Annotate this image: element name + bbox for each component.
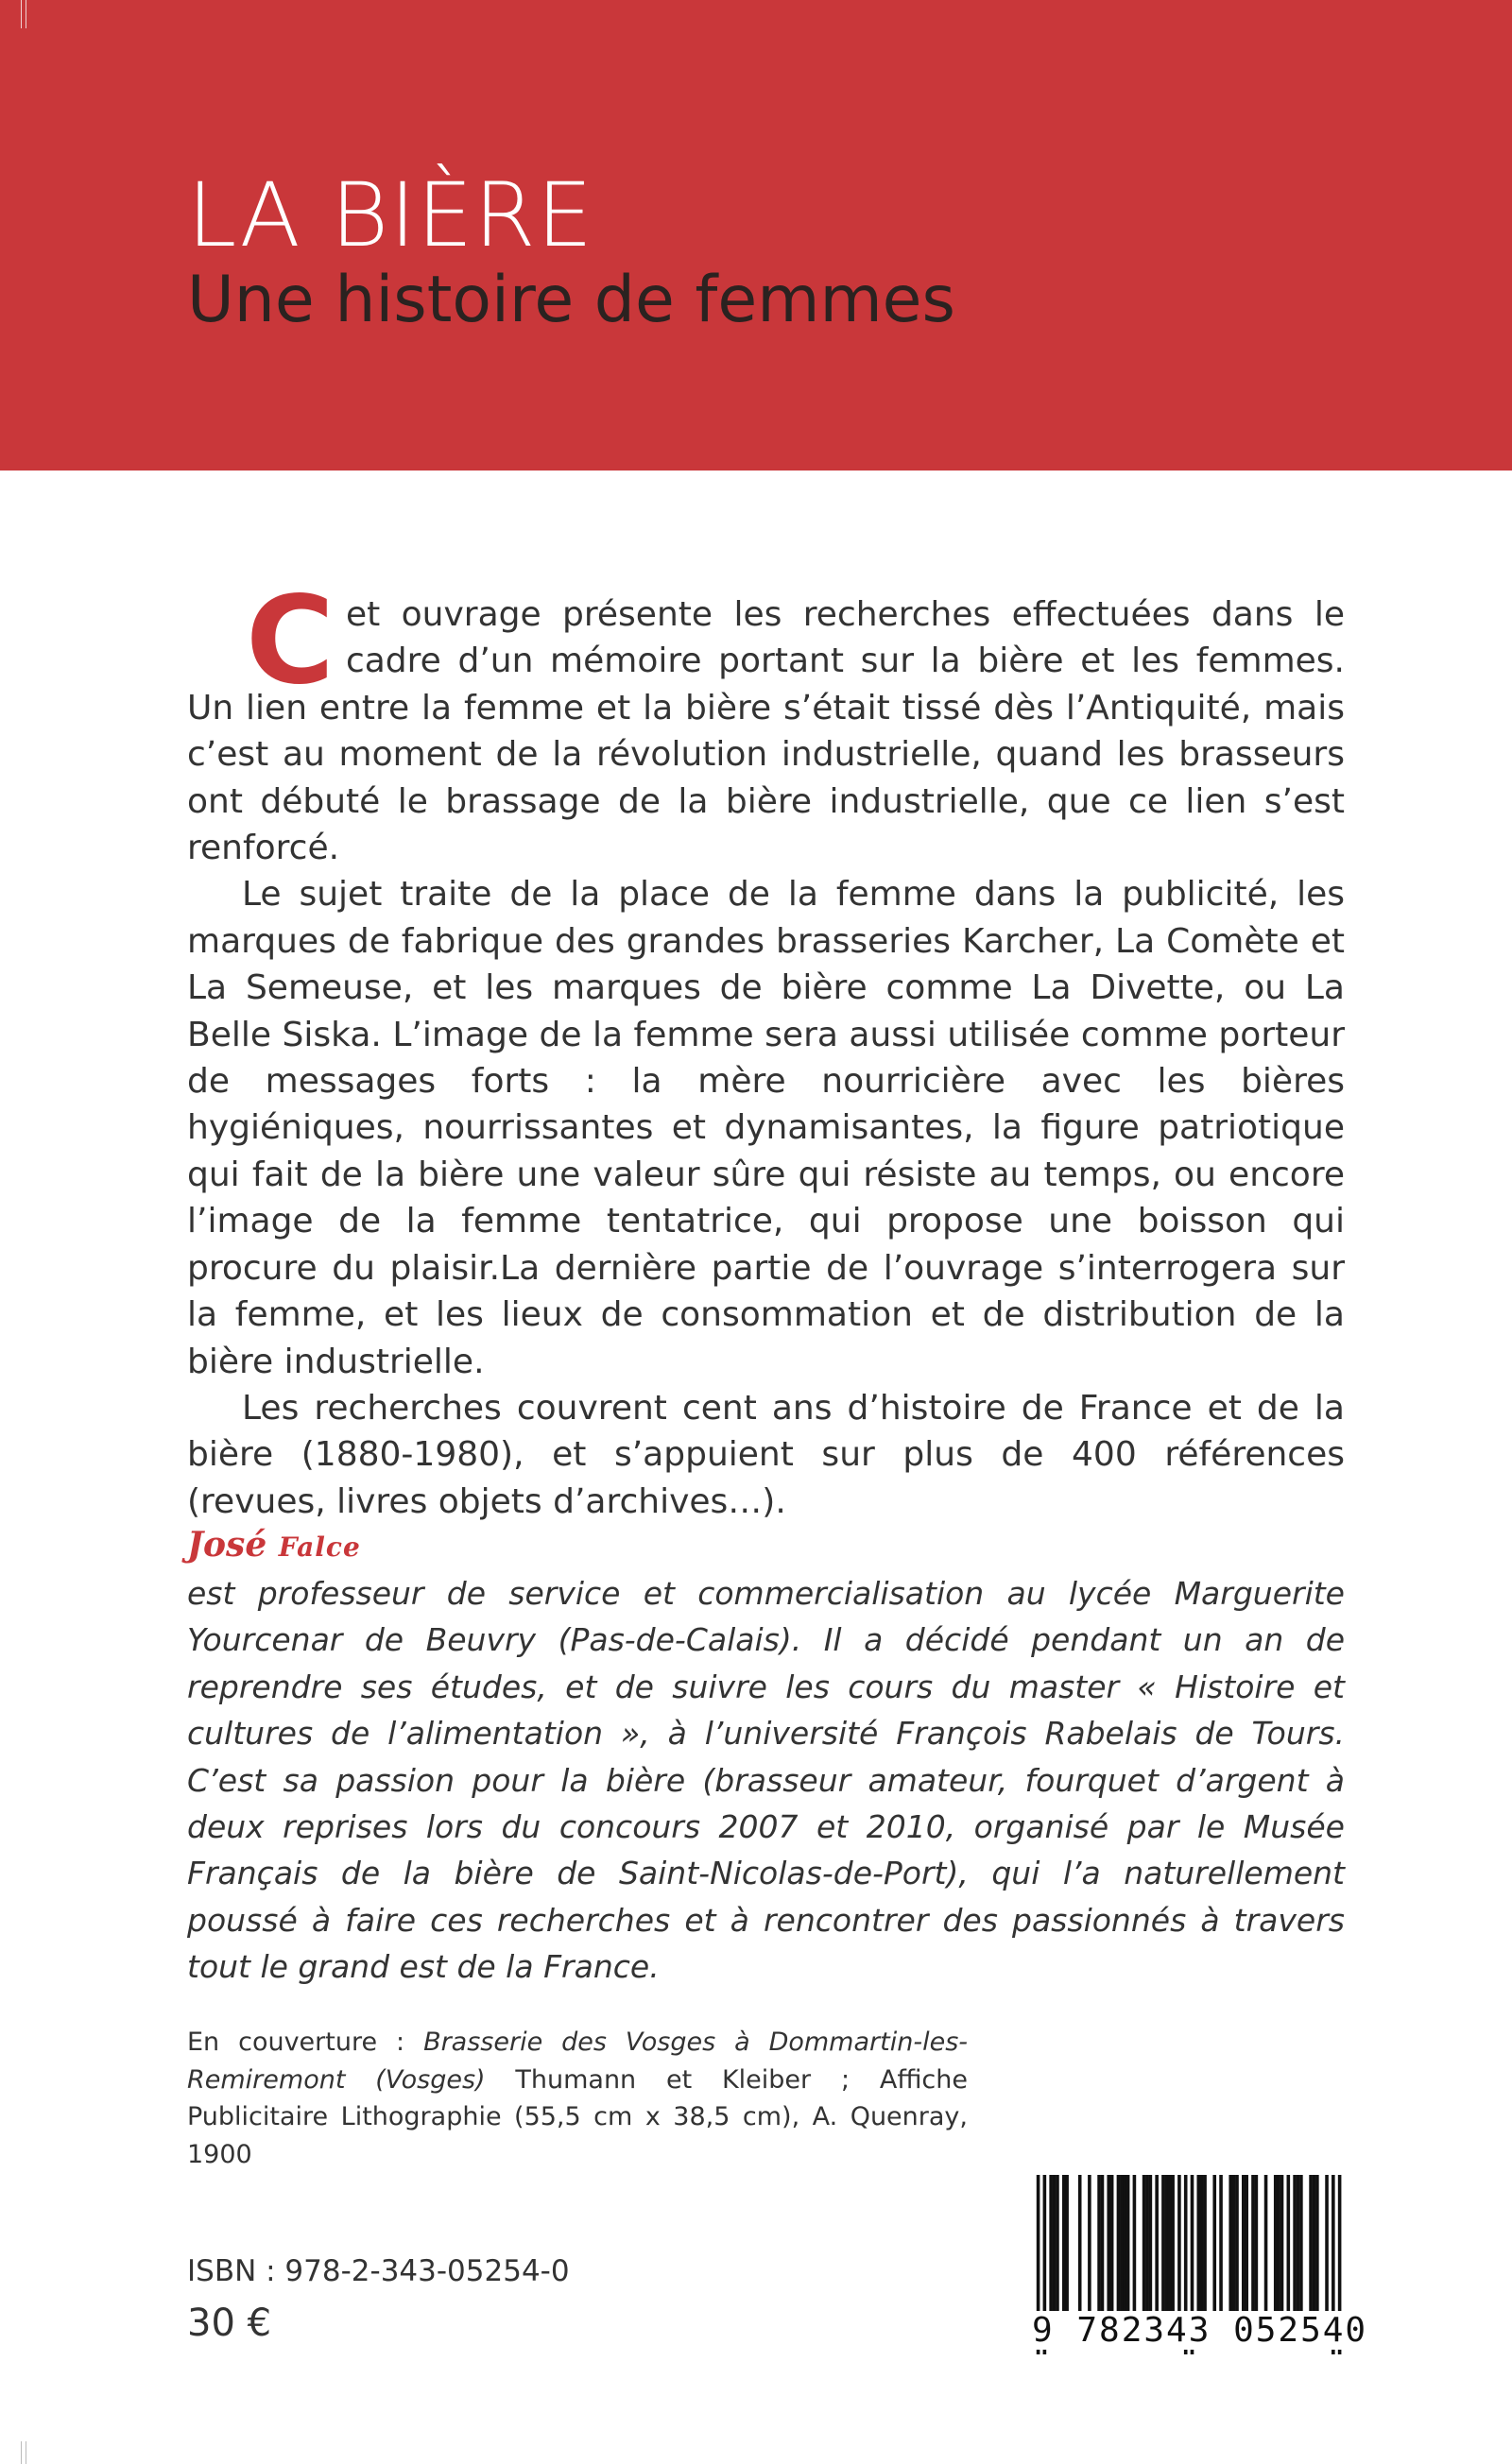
- cover-credit: [187, 2024, 968, 2173]
- author-last-name: Falce: [278, 1531, 361, 1563]
- barcode-bar: [1107, 2175, 1110, 2326]
- summary-paragraph-3: Les recherches couvrent cent ans d’histoire de France et de la bière (1880-1980), et s’appuient sur plus de 400 références (revues, livres objets d’archives…).: [187, 1388, 1345, 1521]
- author-first-name: José: [187, 1525, 267, 1565]
- barcode-bar: [1242, 2175, 1246, 2326]
- barcode-bar: [1228, 2175, 1232, 2326]
- barcode-bar: [1219, 2175, 1223, 2326]
- barcode-bar: [1280, 2175, 1284, 2326]
- barcode-bar: [1078, 2175, 1082, 2326]
- author-bio: est professeur de service et commercialisation au lycée Marguerite Yourcenar de Beuvry (Pas-de-Calais). Il a décidé pendant un an de reprendre ses études, et de suivre les cours du master « Histoire et cultures de l’alimentation », à l’université François Rabelais de Tours. C’est sa passion pour la bière (brasseur amateur, fourquet d’argent à deux reprises lors du concours 2007 et 2010, organisé par le Musée Français de la bière de Saint-Nicolas-de-Port), qui l’a naturellement poussé à faire ces recherches et à rencontrer des passionnés à travers tout le grand est de la France.: [187, 1575, 1345, 1986]
- barcode-bar: [1297, 2175, 1300, 2326]
- barcode-bar: [1161, 2175, 1165, 2326]
- barcode-bar: [1155, 2175, 1159, 2326]
- barcode-bar: [1200, 2175, 1204, 2326]
- credit-prefix: En couverture :: [187, 2028, 424, 2057]
- price: 30 €: [187, 2301, 272, 2345]
- barcode-bar: [1235, 2175, 1239, 2326]
- barcode-bar: [1143, 2175, 1146, 2326]
- barcode-bar: [1293, 2175, 1297, 2326]
- barcode-bar: [1313, 2175, 1316, 2326]
- barcode-bar: [1145, 2175, 1149, 2326]
- barcode-bar: [1065, 2175, 1069, 2326]
- barcode-bar: [1120, 2175, 1124, 2326]
- barcode-bar: [1315, 2175, 1319, 2326]
- barcode-bar: [1274, 2175, 1278, 2326]
- barcode-bar: [1101, 2175, 1105, 2326]
- barcode-bar: [1149, 2175, 1153, 2326]
- isbn: ISBN : 978-2-343-05254-0: [187, 2254, 570, 2288]
- barcode-bar: [1309, 2175, 1313, 2326]
- barcode-bar: [1168, 2175, 1172, 2326]
- book-title: LA BIÈRE: [187, 164, 594, 267]
- barcode-number: 9 782343 052540: [1032, 2311, 1368, 2350]
- drop-cap: C: [246, 571, 335, 711]
- summary-text: [187, 571, 1345, 1525]
- barcode-bar: [1062, 2175, 1066, 2326]
- barcode-bar: [1196, 2175, 1200, 2326]
- barcode-bar: [1264, 2175, 1268, 2326]
- book-subtitle: Une histoire de femmes: [187, 263, 955, 337]
- barcode-bar: [1232, 2175, 1236, 2326]
- barcode-bar: [1088, 2175, 1091, 2326]
- barcode-bar: [1299, 2175, 1303, 2326]
- summary-paragraph-1: [187, 571, 1345, 871]
- barcode-bar: [1325, 2175, 1329, 2326]
- barcode-bar: [1255, 2175, 1259, 2326]
- barcode-bar: [1212, 2175, 1216, 2326]
- crop-mark-top: [21, 0, 26, 28]
- barcode-bar: [1056, 2175, 1059, 2326]
- crop-mark-bottom: [21, 2441, 26, 2464]
- author-name: [187, 1525, 361, 1565]
- barcode-bar: [1165, 2175, 1169, 2326]
- barcode-bar: [1049, 2175, 1053, 2326]
- barcode-bar: [1110, 2175, 1114, 2326]
- credit-rest: Thumann et Kleiber ; Affiche Publicitaire Lithographie (55,5 cm x 38,5 cm), A. Quenray, 1900: [187, 2064, 968, 2169]
- barcode-bar: [1203, 2175, 1207, 2326]
- barcode-bar: [1277, 2175, 1280, 2326]
- barcode-bar: [1097, 2175, 1101, 2326]
- barcode-bar: [1171, 2175, 1175, 2326]
- barcode-bar: [1126, 2175, 1130, 2326]
- summary-paragraph-2: Le sujet traite de la place de la femme dans la publicité, les marques de fabrique des grandes brasseries Karcher, La Comète et La Semeuse, et les marques de bière comme La Divette, ou La Belle Siska. L’image de la femme sera aussi utilisée comme porteur de messages forts : la mère nourricière avec les bières hygiéniques, nourrissantes et dynamisantes, la figure patriotique qui fait de la bière une valeur sûre qui résiste au temps, ou encore l’image de la femme tentatrice, qui propose une boisson qui procure du plaisir.La dernière partie de l’ouvrage s’interrogera sur la femme, et les lieux de consommation et de distribution de la bière industrielle.: [187, 875, 1345, 1381]
- barcode-bar: [1053, 2175, 1057, 2326]
- credit-italic: Brasserie des Vosges à Dommartin-les-Remiremont (Vosges): [187, 2028, 968, 2095]
- barcode-bar: [1117, 2175, 1121, 2326]
- barcode-bar: [1251, 2175, 1255, 2326]
- barcode-bar: [1245, 2175, 1248, 2326]
- summary-paragraph-1-text: et ouvrage présente les recherches effectuées dans le cadre d’un mémoire portant sur la bière et les femmes. Un lien entre la femme et la bière s’était tissé dès l’Antiquité, mais c’est au moment de la révolution industrielle, quand les brasseurs ont débuté le brassage de la bière industrielle, que ce lien s’est renforcé.: [187, 595, 1345, 868]
- barcode-bar: [1177, 2175, 1181, 2326]
- barcode-bar: [1133, 2175, 1137, 2326]
- barcode-bar: [1123, 2175, 1126, 2326]
- barcode-bar: [1287, 2175, 1291, 2326]
